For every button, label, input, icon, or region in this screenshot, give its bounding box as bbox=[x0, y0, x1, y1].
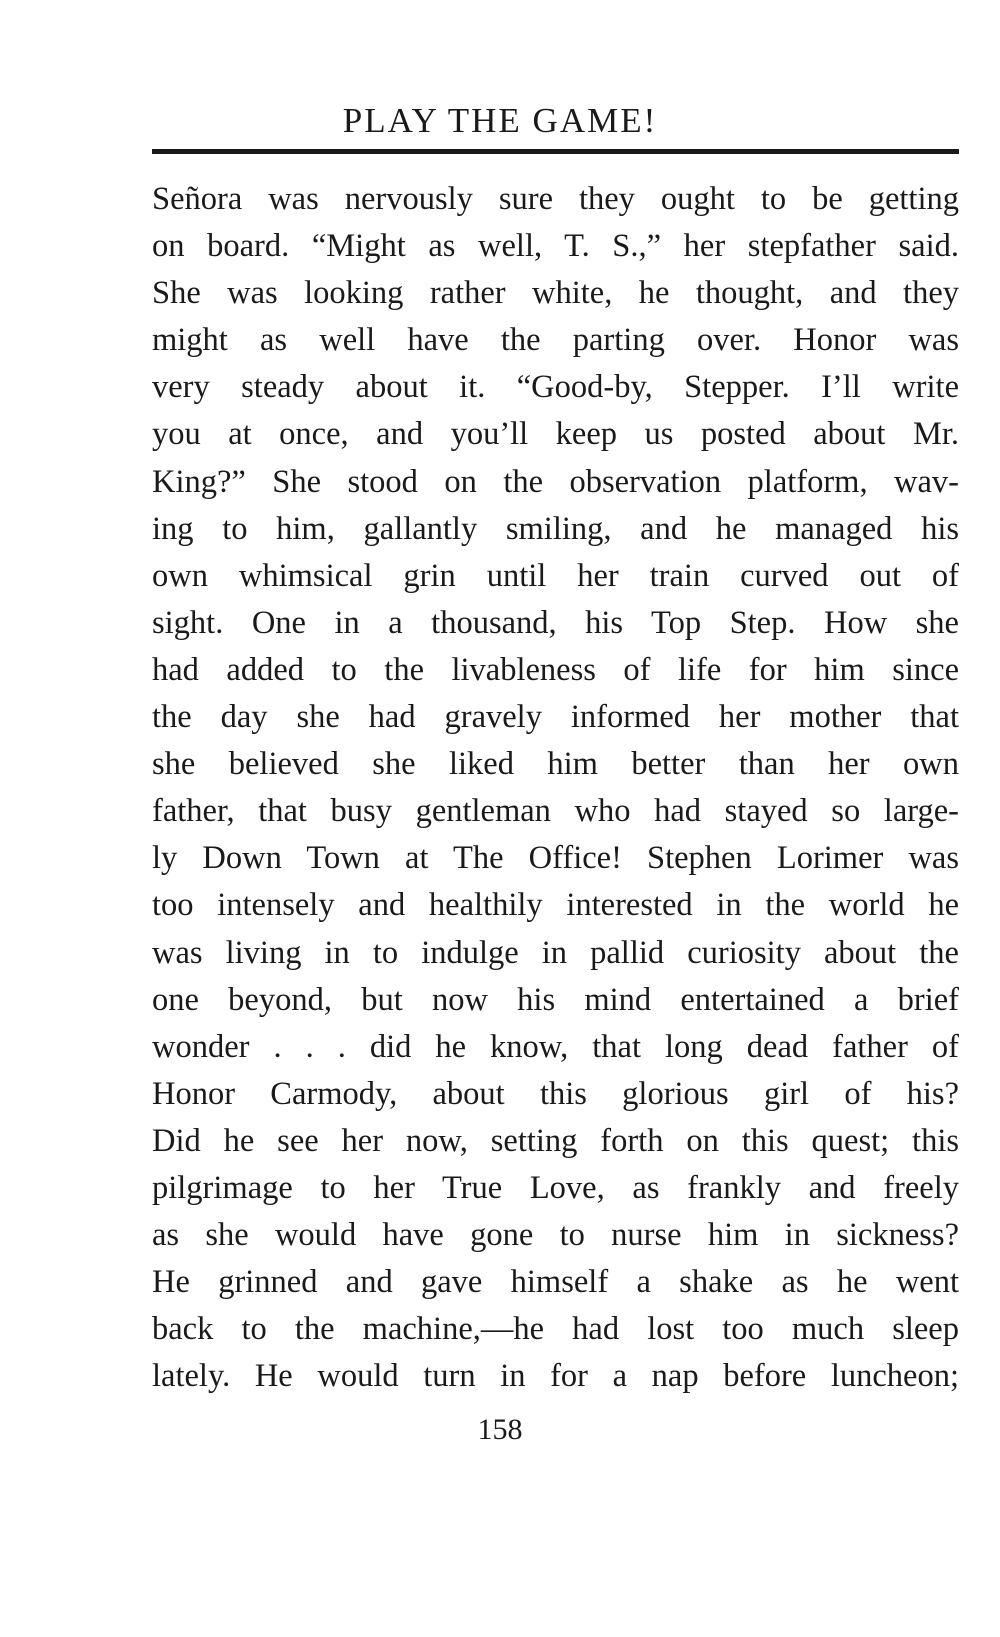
text-line: was living in to indulge in pallid curiosity about the bbox=[152, 934, 959, 971]
running-title: PLAY THE GAME! bbox=[342, 101, 658, 140]
text-line: own whimsical grin until her train curved out of bbox=[152, 557, 959, 594]
text-line: might as well have the parting over. Honor was bbox=[152, 322, 959, 359]
text-line: pilgrimage to her True Love, as frankly and freely bbox=[152, 1169, 959, 1206]
text-line: ing to him, gallantly smiling, and he managed his bbox=[152, 510, 959, 547]
text-line: ly Down Town at The Office! Stephen Lorimer was bbox=[152, 840, 959, 877]
text-line: Honor Carmody, about this glorious girl of his? bbox=[152, 1075, 959, 1112]
text-line: Señora was nervously sure they ought to be getting bbox=[152, 181, 959, 217]
text-line: wonder . . . did he know, that long dead father of bbox=[152, 1028, 959, 1065]
text-line: father, that busy gentleman who had stayed so large- bbox=[152, 793, 959, 830]
text-line: had added to the livableness of life for him since bbox=[152, 651, 959, 688]
text-line: she believed she liked him better than her own bbox=[152, 746, 959, 783]
text-line: She was looking rather white, he thought, and they bbox=[152, 275, 959, 312]
text-line: back to the machine,—he had lost too much sleep bbox=[152, 1311, 959, 1348]
text-line: one beyond, but now his mind entertained a brief bbox=[152, 981, 959, 1018]
text-line: Did he see her now, setting forth on this quest; this bbox=[152, 1122, 959, 1159]
header-rule bbox=[152, 149, 959, 154]
text-line: He grinned and gave himself a shake as he went bbox=[152, 1264, 959, 1301]
text-line: the day she had gravely informed her mother that bbox=[152, 699, 959, 736]
body-text bbox=[152, 176, 959, 1400]
text-line: on board. “Might as well, T. S.,” her stepfather said. bbox=[152, 228, 959, 265]
page-number: 158 bbox=[477, 1413, 523, 1446]
text-line: sight. One in a thousand, his Top Step. How she bbox=[152, 604, 959, 641]
text-line: lately. He would turn in for a nap before luncheon; bbox=[152, 1358, 959, 1395]
text-line: you at once, and you’ll keep us posted about Mr. bbox=[152, 416, 959, 453]
text-line: King?” She stood on the observation platform, wav- bbox=[152, 463, 959, 500]
text-line: as she would have gone to nurse him in sickness? bbox=[152, 1217, 959, 1254]
text-line: very steady about it. “Good-by, Stepper. I’ll write bbox=[152, 369, 959, 406]
text-line: too intensely and healthily interested in the world he bbox=[152, 887, 959, 924]
